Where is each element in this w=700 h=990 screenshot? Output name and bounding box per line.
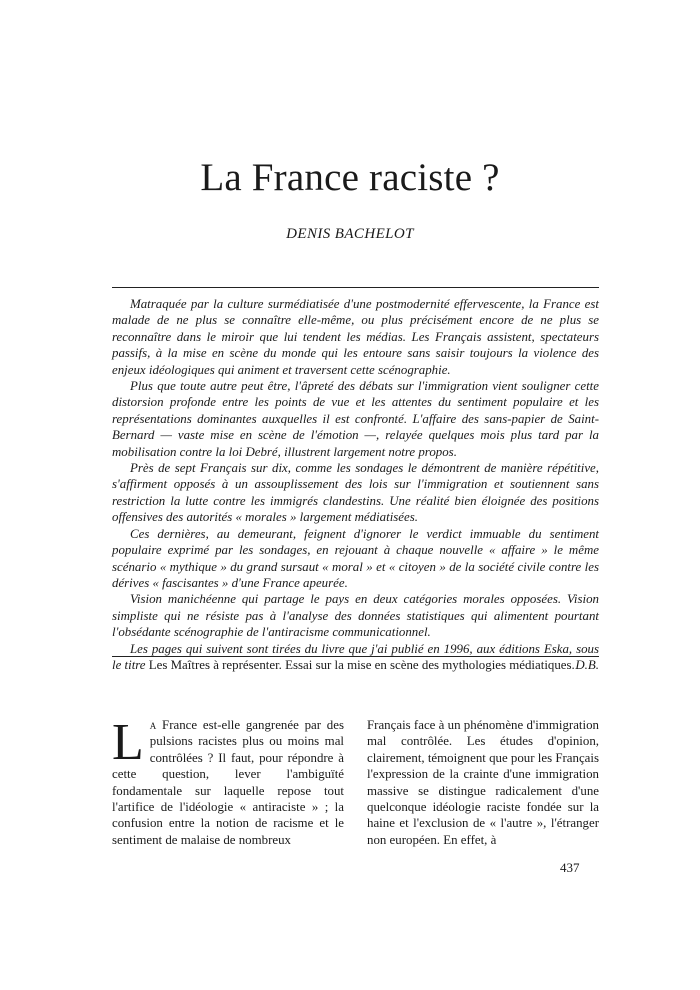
- abstract-signature: D.B.: [575, 657, 599, 672]
- abstract-paragraph-6-text: Les pages qui suivent sont tirées du livre que j'ai publié en 1996, aux éditions Eska, sous le titre: [112, 641, 599, 672]
- bottom-rule: [112, 656, 599, 657]
- book-title: Les Maîtres à représenter. Essai sur la mise en scène des mythologies médiatiques.: [148, 657, 575, 672]
- abstract-paragraph-1: Matraquée par la culture surmédiatisée d'une postmodernité effervescente, la France est malade de ne plus se connaître elle-même, ou plus précisément encore de ne plus se reconnaître dans le miroir que lui tendent les médias. Les Français assistent, spectateurs passifs, à la mise en scène du monde qui les entoure sans saisir toujours la violence des enjeux idéologiques qui animent et traversent cette scénographie.: [112, 297, 599, 377]
- article-title: La France raciste ?: [200, 156, 500, 199]
- abstract-paragraph-3: Près de sept Français sur dix, comme les sondages le démontrent de manière répétitive, s'affirment opposés à un assouplissement des lois sur l'immigration et soutiennent sans restriction la lutte contre les immigrés clandestins. Une réalité bien éloignée des positions offensives des autorités « morales » largement médiatisées.: [112, 461, 599, 525]
- article-author: DENIS BACHELOT: [286, 226, 414, 242]
- right-column-text: Français face à un phénomène d'immigration mal contrôlée. Les études d'opinion, clairement, témoignent que pour les Français l'expression de la crainte d'une immigration massive se distingue radicalement d'une quelconque idéologie raciste fondée sur la haine et l'exclusion de « l'autre », l'étranger non européen. En effet, à: [367, 718, 599, 847]
- top-rule: [112, 287, 599, 288]
- abstract-paragraph-4: Ces dernières, au demeurant, feignent d'ignorer le verdict immuable du sentiment populaire exprimé par les sondages, en rejouant à chaque nouvelle « affaire » le même scénario « mythique » du grand sursaut « moral » et « citoyen » de la société civile contre les dérives « fascisantes » d'une France apeurée.: [112, 526, 599, 590]
- body-column-right: [367, 717, 599, 848]
- body-column-left: [112, 714, 344, 848]
- small-caps-lead: a: [149, 718, 157, 732]
- abstract-paragraph-2: Plus que toute autre peut être, l'âpreté des débats sur l'immigration vient souligner cette distorsion profonde entre les points de vue et les attentes du sentiment populaire et les représentations dominantes auxquelles il est confronté. L'affaire des sans-papier de Saint-Bernard — vaste mise en scène de l'émotion —, relayée quelques mois plus tard par la mobilisation contre la loi Debré, illustrent largement notre propos.: [112, 379, 599, 459]
- abstract-paragraph-5: Vision manichéenne qui partage le pays en deux catégories morales opposées. Vision simpliste qui ne résiste pas à l'analyse des données statistiques qui alimentent pourtant l'obsédante scénographie de l'antiracisme communicationnel.: [112, 592, 599, 640]
- drop-cap: L: [112, 714, 144, 771]
- page-number: 437: [560, 860, 580, 875]
- left-column-text: France est-elle gangrenée par des pulsions racistes plus ou moins mal contrôlées ? Il faut, pour répondre à cette question, lever l'ambiguïté fondamentale sur laquelle repose tout l'artifice de l'idéologie « antiraciste » ; la confusion entre la notion de racisme et le sentiment de malaise de nombreux: [112, 718, 344, 847]
- article-abstract: [112, 296, 599, 673]
